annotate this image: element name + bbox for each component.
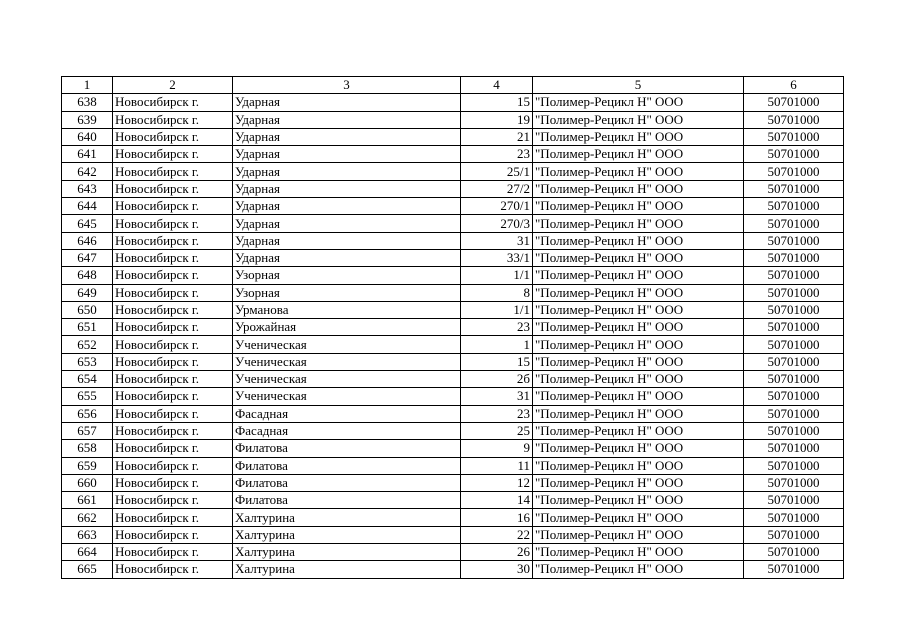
row-number-cell: 659	[62, 457, 113, 474]
row-number-cell: 654	[62, 371, 113, 388]
table-row	[62, 111, 844, 128]
row-number-cell: 652	[62, 336, 113, 353]
organization-cell: "Полимер-Рецикл Н" ООО	[533, 474, 744, 491]
organization-cell: "Полимер-Рецикл Н" ООО	[533, 284, 744, 301]
table-row	[62, 267, 844, 284]
row-number-cell: 656	[62, 405, 113, 422]
street-cell: Ударная	[233, 180, 461, 197]
code-cell: 50701000	[744, 301, 844, 318]
city-cell: Новосибирск г.	[113, 371, 233, 388]
street-cell: Ученическая	[233, 388, 461, 405]
row-number-cell: 661	[62, 492, 113, 509]
table-row	[62, 284, 844, 301]
row-number-cell: 657	[62, 422, 113, 439]
street-cell: Ударная	[233, 249, 461, 266]
row-number-cell: 641	[62, 146, 113, 163]
code-cell: 50701000	[744, 232, 844, 249]
organization-cell: "Полимер-Рецикл Н" ООО	[533, 526, 744, 543]
city-cell: Новосибирск г.	[113, 474, 233, 491]
house-cell: 27/2	[461, 180, 533, 197]
street-cell: Ударная	[233, 163, 461, 180]
table-row	[62, 457, 844, 474]
code-cell: 50701000	[744, 440, 844, 457]
street-cell: Халтурина	[233, 561, 461, 578]
city-cell: Новосибирск г.	[113, 128, 233, 145]
street-cell: Ударная	[233, 232, 461, 249]
street-cell: Халтурина	[233, 509, 461, 526]
city-cell: Новосибирск г.	[113, 457, 233, 474]
city-cell: Новосибирск г.	[113, 561, 233, 578]
table-row	[62, 215, 844, 232]
code-cell: 50701000	[744, 492, 844, 509]
house-cell: 15	[461, 94, 533, 111]
table-body	[62, 94, 844, 578]
code-cell: 50701000	[744, 544, 844, 561]
table-row	[62, 526, 844, 543]
organization-cell: "Полимер-Рецикл Н" ООО	[533, 319, 744, 336]
data-table-container	[61, 76, 843, 579]
column-header-2: 2	[113, 77, 233, 94]
row-number-cell: 651	[62, 319, 113, 336]
city-cell: Новосибирск г.	[113, 111, 233, 128]
code-cell: 50701000	[744, 561, 844, 578]
house-cell: 31	[461, 232, 533, 249]
table-row	[62, 232, 844, 249]
city-cell: Новосибирск г.	[113, 440, 233, 457]
code-cell: 50701000	[744, 422, 844, 439]
house-cell: 16	[461, 509, 533, 526]
city-cell: Новосибирск г.	[113, 509, 233, 526]
table-row	[62, 163, 844, 180]
row-number-cell: 644	[62, 198, 113, 215]
city-cell: Новосибирск г.	[113, 198, 233, 215]
code-cell: 50701000	[744, 353, 844, 370]
row-number-cell: 646	[62, 232, 113, 249]
organization-cell: "Полимер-Рецикл Н" ООО	[533, 336, 744, 353]
organization-cell: "Полимер-Рецикл Н" ООО	[533, 544, 744, 561]
table-row	[62, 249, 844, 266]
table-row	[62, 301, 844, 318]
row-number-cell: 647	[62, 249, 113, 266]
street-cell: Ударная	[233, 198, 461, 215]
house-cell: 1	[461, 336, 533, 353]
table-row	[62, 388, 844, 405]
house-cell: 14	[461, 492, 533, 509]
table-row	[62, 198, 844, 215]
table-row	[62, 422, 844, 439]
city-cell: Новосибирск г.	[113, 180, 233, 197]
house-cell: 23	[461, 319, 533, 336]
house-cell: 30	[461, 561, 533, 578]
column-header-5: 5	[533, 77, 744, 94]
organization-cell: "Полимер-Рецикл Н" ООО	[533, 94, 744, 111]
city-cell: Новосибирск г.	[113, 492, 233, 509]
table-row	[62, 319, 844, 336]
house-cell: 1/1	[461, 267, 533, 284]
row-number-cell: 665	[62, 561, 113, 578]
row-number-cell: 664	[62, 544, 113, 561]
organization-cell: "Полимер-Рецикл Н" ООО	[533, 457, 744, 474]
row-number-cell: 643	[62, 180, 113, 197]
organization-cell: "Полимер-Рецикл Н" ООО	[533, 267, 744, 284]
row-number-cell: 660	[62, 474, 113, 491]
organization-cell: "Полимер-Рецикл Н" ООО	[533, 180, 744, 197]
code-cell: 50701000	[744, 526, 844, 543]
organization-cell: "Полимер-Рецикл Н" ООО	[533, 371, 744, 388]
organization-cell: "Полимер-Рецикл Н" ООО	[533, 561, 744, 578]
organization-cell: "Полимер-Рецикл Н" ООО	[533, 232, 744, 249]
city-cell: Новосибирск г.	[113, 388, 233, 405]
column-header-3: 3	[233, 77, 461, 94]
house-cell: 31	[461, 388, 533, 405]
house-cell: 11	[461, 457, 533, 474]
column-header-1: 1	[62, 77, 113, 94]
house-cell: 25	[461, 422, 533, 439]
organization-cell: "Полимер-Рецикл Н" ООО	[533, 301, 744, 318]
row-number-cell: 662	[62, 509, 113, 526]
street-cell: Филатова	[233, 492, 461, 509]
house-cell: 270/3	[461, 215, 533, 232]
house-cell: 21	[461, 128, 533, 145]
table-row	[62, 405, 844, 422]
street-cell: Халтурина	[233, 526, 461, 543]
table-row	[62, 94, 844, 111]
code-cell: 50701000	[744, 509, 844, 526]
organization-cell: "Полимер-Рецикл Н" ООО	[533, 492, 744, 509]
column-header-6: 6	[744, 77, 844, 94]
house-cell: 33/1	[461, 249, 533, 266]
street-cell: Ударная	[233, 111, 461, 128]
table-row	[62, 180, 844, 197]
organization-cell: "Полимер-Рецикл Н" ООО	[533, 440, 744, 457]
house-cell: 12	[461, 474, 533, 491]
table-row	[62, 561, 844, 578]
code-cell: 50701000	[744, 198, 844, 215]
house-cell: 23	[461, 405, 533, 422]
street-cell: Ударная	[233, 215, 461, 232]
house-cell: 19	[461, 111, 533, 128]
row-number-cell: 653	[62, 353, 113, 370]
table-row	[62, 474, 844, 491]
city-cell: Новосибирск г.	[113, 284, 233, 301]
street-cell: Урожайная	[233, 319, 461, 336]
code-cell: 50701000	[744, 405, 844, 422]
city-cell: Новосибирск г.	[113, 319, 233, 336]
code-cell: 50701000	[744, 128, 844, 145]
street-cell: Халтурина	[233, 544, 461, 561]
column-header-4: 4	[461, 77, 533, 94]
organization-cell: "Полимер-Рецикл Н" ООО	[533, 422, 744, 439]
city-cell: Новосибирск г.	[113, 353, 233, 370]
row-number-cell: 638	[62, 94, 113, 111]
row-number-cell: 648	[62, 267, 113, 284]
street-cell: Ударная	[233, 94, 461, 111]
house-cell: 23	[461, 146, 533, 163]
street-cell: Ученическая	[233, 353, 461, 370]
street-cell: Урманова	[233, 301, 461, 318]
house-cell: 270/1	[461, 198, 533, 215]
row-number-cell: 663	[62, 526, 113, 543]
table-row	[62, 440, 844, 457]
city-cell: Новосибирск г.	[113, 232, 233, 249]
organization-cell: "Полимер-Рецикл Н" ООО	[533, 353, 744, 370]
table-row	[62, 353, 844, 370]
row-number-cell: 640	[62, 128, 113, 145]
table-row	[62, 128, 844, 145]
organization-cell: "Полимер-Рецикл Н" ООО	[533, 128, 744, 145]
table-row	[62, 371, 844, 388]
street-cell: Узорная	[233, 284, 461, 301]
city-cell: Новосибирск г.	[113, 544, 233, 561]
house-cell: 15	[461, 353, 533, 370]
house-cell: 8	[461, 284, 533, 301]
table-row	[62, 336, 844, 353]
street-cell: Ученическая	[233, 336, 461, 353]
organization-cell: "Полимер-Рецикл Н" ООО	[533, 405, 744, 422]
house-cell: 9	[461, 440, 533, 457]
house-cell: 1/1	[461, 301, 533, 318]
city-cell: Новосибирск г.	[113, 267, 233, 284]
street-cell: Филатова	[233, 474, 461, 491]
street-cell: Филатова	[233, 457, 461, 474]
table-row	[62, 509, 844, 526]
row-number-cell: 645	[62, 215, 113, 232]
code-cell: 50701000	[744, 146, 844, 163]
code-cell: 50701000	[744, 474, 844, 491]
code-cell: 50701000	[744, 388, 844, 405]
table-row	[62, 544, 844, 561]
organization-cell: "Полимер-Рецикл Н" ООО	[533, 198, 744, 215]
code-cell: 50701000	[744, 215, 844, 232]
street-cell: Ударная	[233, 128, 461, 145]
house-cell: 2б	[461, 371, 533, 388]
organization-cell: "Полимер-Рецикл Н" ООО	[533, 215, 744, 232]
street-cell: Ударная	[233, 146, 461, 163]
street-cell: Ученическая	[233, 371, 461, 388]
table-row	[62, 492, 844, 509]
organization-cell: "Полимер-Рецикл Н" ООО	[533, 249, 744, 266]
city-cell: Новосибирск г.	[113, 94, 233, 111]
city-cell: Новосибирск г.	[113, 526, 233, 543]
organization-cell: "Полимер-Рецикл Н" ООО	[533, 146, 744, 163]
street-cell: Фасадная	[233, 422, 461, 439]
row-number-cell: 642	[62, 163, 113, 180]
city-cell: Новосибирск г.	[113, 146, 233, 163]
code-cell: 50701000	[744, 180, 844, 197]
code-cell: 50701000	[744, 371, 844, 388]
house-cell: 26	[461, 544, 533, 561]
organization-cell: "Полимер-Рецикл Н" ООО	[533, 509, 744, 526]
city-cell: Новосибирск г.	[113, 422, 233, 439]
table-row	[62, 146, 844, 163]
city-cell: Новосибирск г.	[113, 215, 233, 232]
row-number-cell: 639	[62, 111, 113, 128]
row-number-cell: 655	[62, 388, 113, 405]
code-cell: 50701000	[744, 163, 844, 180]
row-number-cell: 649	[62, 284, 113, 301]
data-table	[61, 76, 844, 579]
city-cell: Новосибирск г.	[113, 301, 233, 318]
house-cell: 22	[461, 526, 533, 543]
street-cell: Фасадная	[233, 405, 461, 422]
code-cell: 50701000	[744, 457, 844, 474]
city-cell: Новосибирск г.	[113, 163, 233, 180]
city-cell: Новосибирск г.	[113, 249, 233, 266]
row-number-cell: 650	[62, 301, 113, 318]
header-row	[62, 77, 844, 94]
organization-cell: "Полимер-Рецикл Н" ООО	[533, 388, 744, 405]
code-cell: 50701000	[744, 111, 844, 128]
city-cell: Новосибирск г.	[113, 405, 233, 422]
code-cell: 50701000	[744, 336, 844, 353]
code-cell: 50701000	[744, 267, 844, 284]
organization-cell: "Полимер-Рецикл Н" ООО	[533, 163, 744, 180]
code-cell: 50701000	[744, 284, 844, 301]
city-cell: Новосибирск г.	[113, 336, 233, 353]
house-cell: 25/1	[461, 163, 533, 180]
code-cell: 50701000	[744, 94, 844, 111]
row-number-cell: 658	[62, 440, 113, 457]
code-cell: 50701000	[744, 249, 844, 266]
organization-cell: "Полимер-Рецикл Н" ООО	[533, 111, 744, 128]
street-cell: Узорная	[233, 267, 461, 284]
street-cell: Филатова	[233, 440, 461, 457]
code-cell: 50701000	[744, 319, 844, 336]
